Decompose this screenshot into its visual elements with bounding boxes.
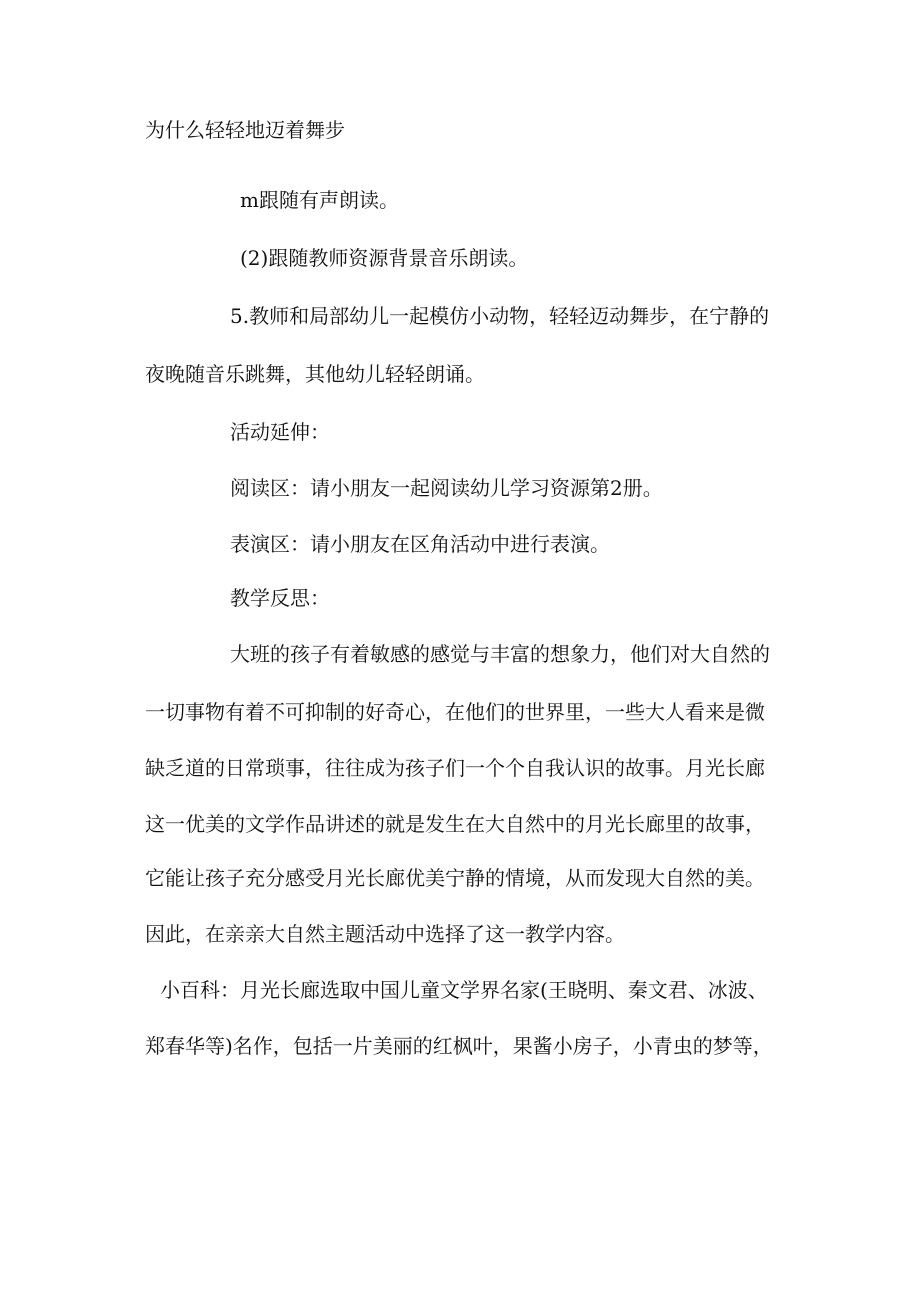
text-line: 为什么轻轻地迈着舞步 (145, 118, 345, 142)
text-line: 一切事物有着不可抑制的好奇心，在他们的世界里，一些大人看来是微 (145, 700, 765, 724)
text-line: 表演区：请小朋友在区角活动中进行表演。 (230, 532, 610, 556)
text-line: (2)跟随教师资源背景音乐朗读。 (240, 246, 529, 270)
section-heading: 教学反思： (230, 586, 330, 610)
text-line: 郑春华等)名作，包括一片美丽的红枫叶，果酱小房子，小青虫的梦等， (145, 1034, 773, 1058)
text-line: 缺乏道的日常琐事，往往成为孩子们一个个自我认识的故事。月光长廊 (145, 756, 765, 780)
text-line: 5.教师和局部幼儿一起模仿小动物，轻轻迈动舞步，在宁静的 (230, 304, 770, 328)
section-heading: 活动延伸： (230, 420, 330, 444)
text-line: 大班的孩子有着敏感的感觉与丰富的想象力，他们对大自然的 (230, 642, 770, 666)
text-line: 它能让孩子充分感受月光长廊优美宁静的情境，从而发现大自然的美。 (145, 866, 765, 890)
text-line: 夜晚随音乐跳舞，其他幼儿轻轻朗诵。 (145, 362, 485, 386)
text-line: 这一优美的文学作品讲述的就是发生在大自然中的月光长廊里的故事， (145, 812, 765, 836)
text-line: 因此，在亲亲大自然主题活动中选择了这一教学内容。 (145, 922, 625, 946)
text-line: m跟随有声朗读。 (240, 188, 399, 212)
text-line: 阅读区：请小朋友一起阅读幼儿学习资源第2册。 (230, 476, 663, 500)
text-line: 小百科：月光长廊选取中国儿童文学界名家(王晓明、秦文君、冰波、 (160, 978, 768, 1002)
